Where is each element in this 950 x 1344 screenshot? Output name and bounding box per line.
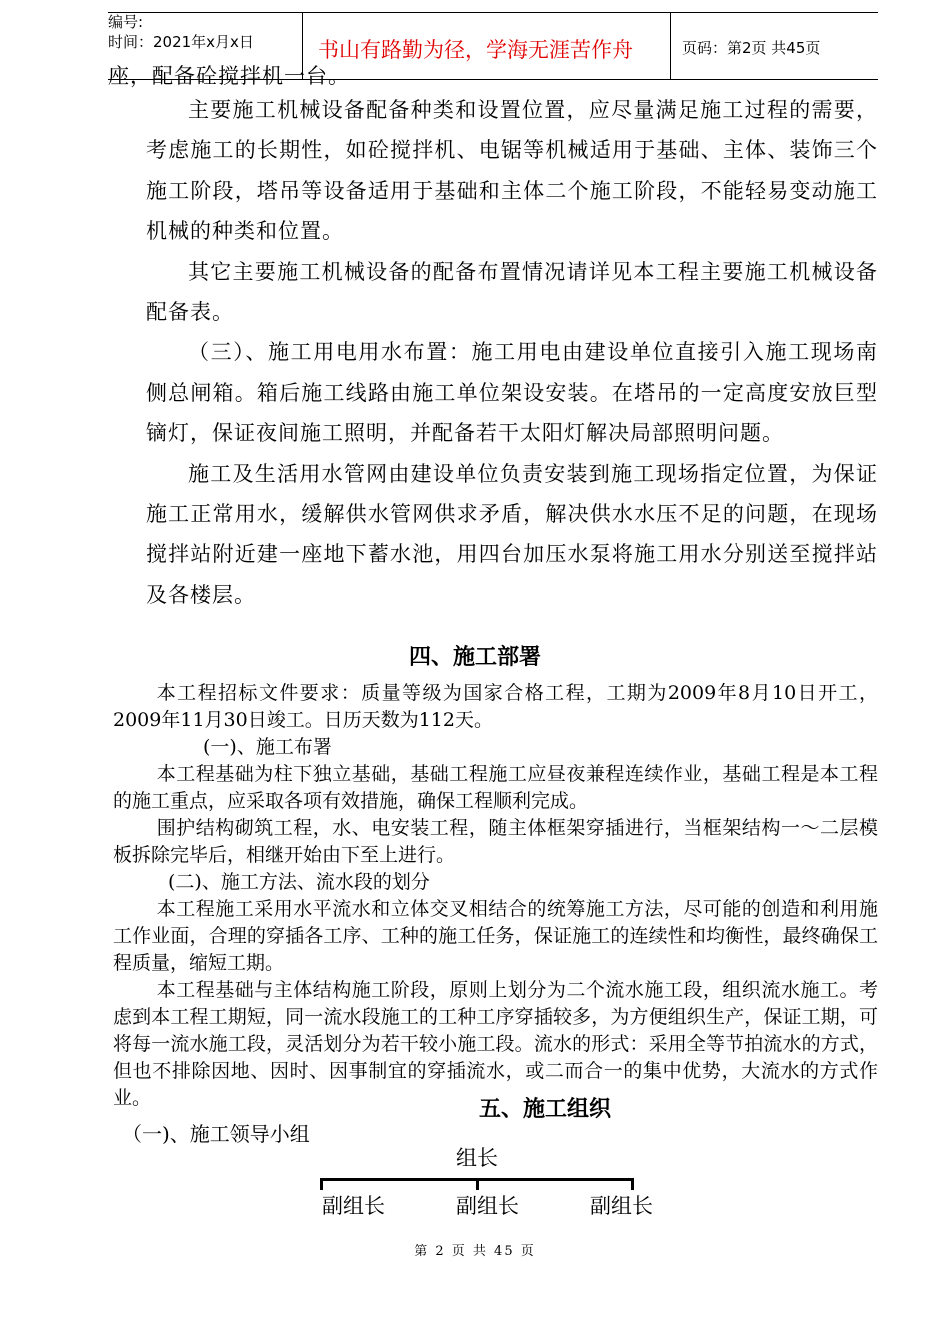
- header-number-label: 编号:: [108, 13, 144, 31]
- org-leader: 组长: [456, 1146, 498, 1170]
- section-5-heading: 五、施工组织: [478, 1097, 611, 1122]
- leadership-group-subheading: （一)、施工领导小组: [122, 1122, 310, 1146]
- paragraph: 本工程施工采用水平流水和立体交叉相结合的统筹施工方法，尽可能的创造和利用施工作业面，合理的穿插各工序、工种的施工任务，保证施工的连续性和均衡性，最终确保工程质量，缩短工期。: [113, 898, 878, 974]
- header-divider-right: [670, 12, 671, 79]
- org-connector-middle: [476, 1178, 479, 1190]
- org-connector-right: [631, 1178, 634, 1190]
- paragraph: 施工及生活用水管网由建设单位负责安装到施工现场指定位置，为保证施工正常用水，缓解供水管网供求矛盾，解决供水水压不足的问题，在现场搅拌站附近建一座地下蓄水池，用四台加压水泵将施工用水分别送至搅拌站及各楼层。: [146, 461, 878, 607]
- paragraph: 围护结构砌筑工程，水、电安装工程，随主体框架穿插进行，当框架结构一～二层模板拆除完毕后，相继开始由下至上进行。: [113, 817, 878, 866]
- header-time-label: 时间：2021年x月x日: [108, 33, 254, 51]
- paragraph: 主要施工机械设备配备种类和设置位置，应尽量满足施工过程的需要，考虑施工的长期性，如砼搅拌机、电锯等机械适用于基础、主体、装饰三个施工阶段，塔吊等设备适用于基础和主体二个施工阶段，不能轻易变动施工机械的种类和位置。: [146, 98, 878, 244]
- paragraph: 其它主要施工机械设备的配备布置情况请详见本工程主要施工机械设备配备表。: [146, 259, 878, 325]
- paragraph: （三）、施工用电用水布置：施工用电由建设单位直接引入施工现场南侧总闸箱。箱后施工线路由施工单位架设安装。在塔吊的一定高度安放巨型镝灯，保证夜间施工照明，并配备若干太阳灯解决局部照明问题。: [146, 340, 878, 446]
- subheading: (二)、施工方法、流水段的划分: [168, 871, 430, 893]
- header-page-info: 页码：第2页 共45页: [682, 39, 821, 57]
- header-meta: [108, 12, 254, 52]
- section-4-heading: 四、施工部署: [408, 645, 541, 670]
- body-paragraphs-large: [146, 90, 878, 615]
- paragraph: 本工程基础与主体结构施工阶段，原则上划分为二个流水施工段，组织流水施工。考虑到本工程工期短，同一流水段施工的工种工序穿插较多，为方便组织生产，保证工期，可将每一流水施工段，灵活划分为若干较小施工段。流水的形式：采用全等节拍流水的方式，但也不排除因地、因时、因事制宜的穿插流水，或二而合一的集中优势，大流水的方式作业。: [113, 979, 878, 1109]
- paragraph: 本工程招标文件要求：质量等级为国家合格工程，工期为2009年8月10日开工，2009年11月30日竣工。日历天数为112天。: [113, 682, 878, 731]
- section-4-body: [113, 680, 878, 1112]
- paragraph: 本工程基础为柱下独立基础，基础工程施工应昼夜兼程连续作业，基础工程是本工程的施工重点，应采取各项有效措施，确保工程顺利完成。: [113, 763, 878, 812]
- org-deputy: 副组长: [590, 1194, 653, 1218]
- cut-off-text-line: 座，配备砼搅拌机一台。: [108, 64, 350, 88]
- page-footer: 第 2 页 共 45 页: [414, 1244, 536, 1259]
- header-motto: 书山有路勤为径，学海无涯苦作舟: [318, 38, 633, 62]
- org-connector-left: [320, 1178, 323, 1190]
- org-deputy: 副组长: [322, 1194, 385, 1218]
- subheading: (一)、施工布署: [203, 736, 332, 758]
- org-deputy: 副组长: [456, 1194, 519, 1218]
